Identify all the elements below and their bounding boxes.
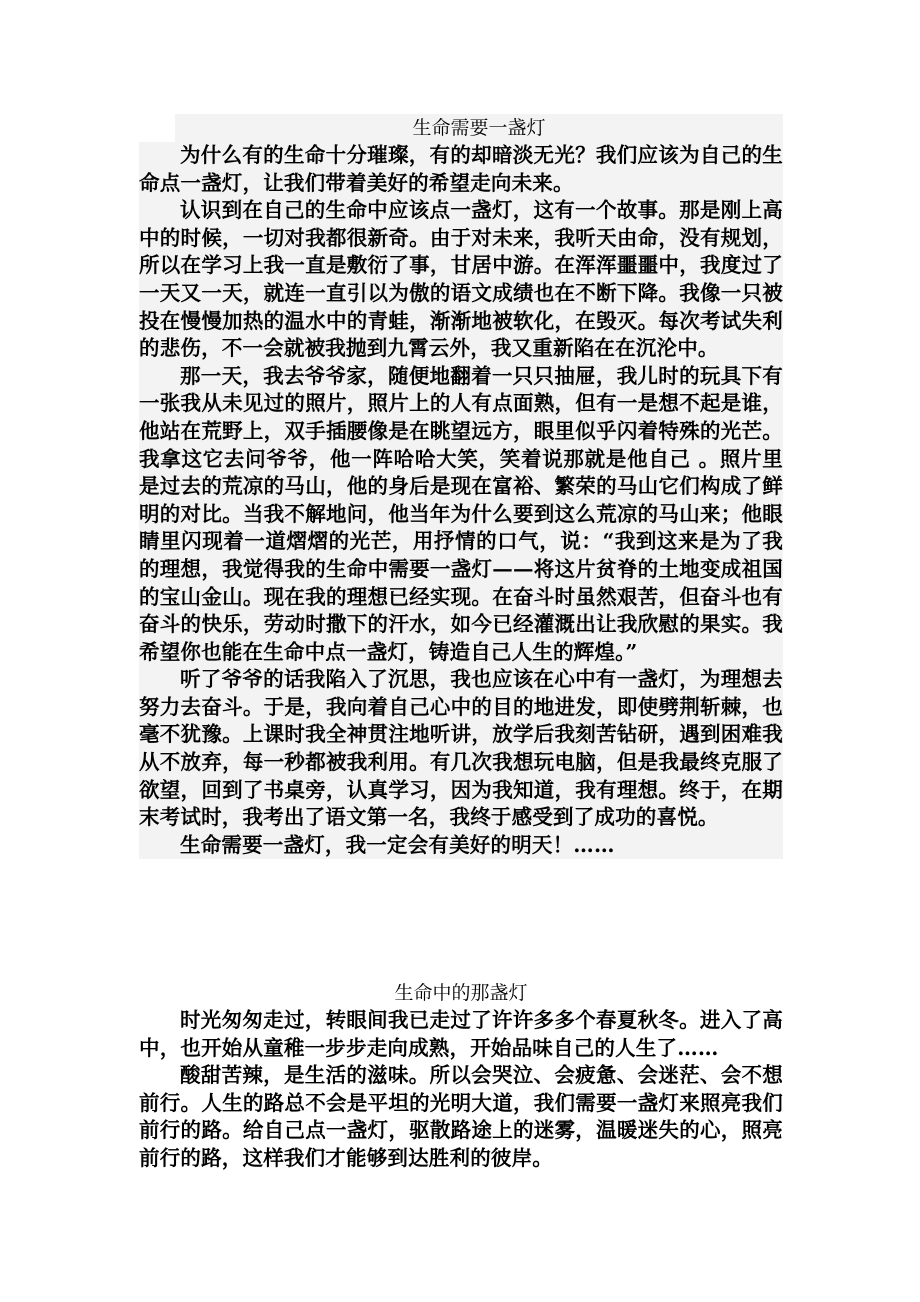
essay-1 xyxy=(139,114,783,859)
essay-2-paragraph-1: 时光匆匆走过，转眼间我已走过了许许多多个春夏秋冬。进入了高中，也开始从童稚一步步走向成熟，开始品味自己的人生了…… xyxy=(139,1008,783,1060)
essay-2-title: 生命中的那盏灯 xyxy=(394,982,528,1004)
essay-1-paragraph-1: 为什么有的生命十分璀璨，有的却暗淡无光？我们应该为自己的生命点一盏灯，让我们带着美好的希望走向未来。 xyxy=(139,142,783,197)
essay-1-paragraph-3: 那一天，我去爷爷家，随便地翻着一只只抽屉，我儿时的玩具下有一张我从未见过的照片，照片上的人有点面熟，但有一是想不起是谁，他站在荒野上，双手插腰像是在眺望远方，眼里似乎闪着特殊的光芒。我拿这它去问爷爷，他一阵哈哈大笑，笑着说那就是他自己 。照片里是过去的荒凉的马山，他的身后是现在富裕、繁荣的马山它们构成了鲜明的对比。当我不解地问，他当年为什么要到这么荒凉的马山来；他眼睛里闪现着一道熠熠的光芒，用抒情的口气，说：“我到这来是为了我的理想，我觉得我的生命中需要一盏灯——将这片贫脊的土地变成祖国的宝山金山。现在我的理想已经实现。在奋斗时虽然艰苦，但奋斗也有奋斗的快乐，劳动时撒下的汗水，如今已经灌溉出让我欣慰的果实。我希望你也能在生命中点一盏灯，铸造自己人生的辉煌。” xyxy=(139,363,783,667)
essay-1-paragraph-2: 认识到在自己的生命中应该点一盏灯，这有一个故事。那是刚上高中的时候，一切对我都很新奇。由于对未来，我听天由命，没有规划，所以在学习上我一直是敷衍了事，甘居中游。在浑浑噩噩中，我度过了一天又一天，就连一直引以为傲的语文成绩也在不断下降。我像一只被投在慢慢加热的温水中的青蛙，渐渐地被软化，在毁灭。每次考试失利的悲伤，不一会就被我抛到九霄云外，我又重新陷在在沉沦中。 xyxy=(139,197,783,363)
essay-2-paragraph-2: 酸甜苦辣，是生活的滋味。所以会哭泣、会疲惫、会迷茫、会不想前行。人生的路总不会是平坦的光明大道，我们需要一盏灯来照亮我们前行的路。给自己点一盏灯，驱散路途上的迷雾，温暖迷失的心，照亮前行的路，这样我们才能够到达胜利的彼岸。 xyxy=(139,1063,783,1170)
essay-1-paragraph-4: 听了爷爷的话我陷入了沉思，我也应该在心中有一盏灯，为理想去努力去奋斗。于是，我向着自己心中的目的地进发，即使劈荆斩棘，也毫不犹豫。上课时我全神贯注地听讲，放学后我刻苦钻研，遇到困难我从不放弃，每一秒都被我利用。有几次我想玩电脑，但是我最终克服了欲望，回到了书桌旁，认真学习，因为我知道，我有理想。终于，在期末考试时，我考出了语文第一名，我终于感受到了成功的喜悦。 xyxy=(139,666,783,832)
essay-1-paragraph-5: 生命需要一盏灯，我一定会有美好的明天！…… xyxy=(139,832,783,860)
essay-1-title: 生命需要一盏灯 xyxy=(175,114,783,142)
essay-2 xyxy=(139,979,783,1173)
